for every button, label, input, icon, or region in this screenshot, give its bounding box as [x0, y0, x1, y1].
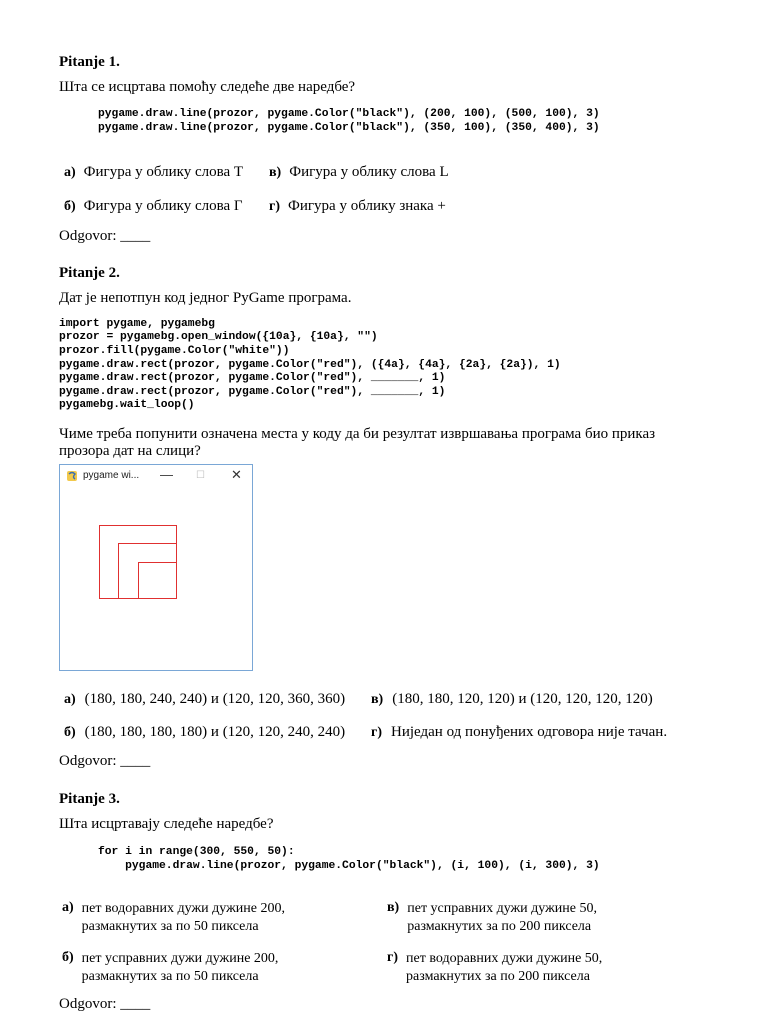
q2-code-line-4: pygame.draw.rect(prozor, pygame.Color("red"), ({4a}, {4a}, {2a}, {2a}), 1)	[59, 359, 561, 371]
option-text-line-2: размакнутих за по 200 пиксела	[407, 919, 592, 934]
q3-option-v	[387, 900, 597, 936]
q3-option-g	[387, 950, 602, 986]
q3-answer: Odgovor: ____	[59, 996, 151, 1012]
option-text: Фигура у облику слова Т	[83, 164, 244, 180]
pygame-window-image	[59, 464, 253, 671]
q1-answer: Odgovor: ____	[59, 228, 151, 244]
option-label: г)	[387, 950, 399, 965]
option-text: Фигура у облику слова L	[289, 164, 449, 180]
q1-question: Шта се исцртава помоћу следеће две наредбе?	[59, 79, 356, 95]
option-text-line-2: размакнутих за по 200 пиксела	[406, 969, 590, 984]
q1-option-a	[64, 163, 243, 181]
q2-code-line-7: pygamebg.wait_loop()	[59, 399, 195, 411]
q3-code-line-1: for i in range(300, 550, 50):	[98, 846, 295, 858]
pygame-snake-icon	[66, 470, 78, 482]
option-text: Ниједан од понуђених одговора није тачан.	[391, 724, 668, 740]
q2-intro: Дат је непотпун код једног PyGame програма.	[59, 290, 352, 306]
window-titlebar	[60, 465, 252, 488]
window-title: pygame wi...	[83, 470, 140, 481]
option-label: г)	[269, 199, 281, 214]
q2-code-line-3: prozor.fill(pygame.Color("white"))	[59, 345, 290, 357]
q2-option-v	[371, 690, 653, 708]
q3-option-a	[62, 900, 285, 936]
q2-code-line-1: import pygame, pygamebg	[59, 318, 215, 330]
option-label: в)	[387, 900, 400, 915]
option-text: (180, 180, 180, 180) и (120, 120, 240, 240)	[84, 724, 346, 740]
q2-question-line-2: прозора дат на слици?	[59, 443, 201, 459]
option-label: а)	[64, 692, 76, 707]
option-text-line-1: пет усправних дужи дужине 50,	[407, 901, 597, 916]
option-label: б)	[64, 199, 76, 214]
q3-question: Шта исцртавају следеће наредбе?	[59, 816, 274, 832]
q1-title: Pitanje 1.	[59, 54, 120, 70]
q2-option-g	[371, 723, 667, 741]
q2-code-line-5: pygame.draw.rect(prozor, pygame.Color("red"), _______, 1)	[59, 372, 446, 384]
maximize-icon: ☐	[196, 470, 205, 481]
option-label: г)	[371, 725, 383, 740]
option-text-line-2: размакнутих за по 50 пиксела	[81, 969, 259, 984]
q3-title: Pitanje 3.	[59, 791, 120, 807]
q1-code-line-1: pygame.draw.line(prozor, pygame.Color("black"), (200, 100), (500, 100), 3)	[98, 108, 600, 120]
option-text: (180, 180, 120, 120) и (120, 120, 120, 120)	[392, 691, 653, 707]
option-text-line-1: пет усправних дужи дужине 200,	[81, 951, 279, 966]
q3-option-b	[62, 950, 278, 986]
option-text: (180, 180, 240, 240) и (120, 120, 360, 360)	[84, 691, 346, 707]
q1-option-b	[64, 197, 243, 215]
option-label: а)	[62, 900, 74, 915]
option-label: б)	[64, 725, 76, 740]
option-text-line-2: размакнутих за по 50 пиксела	[81, 919, 259, 934]
option-label: в)	[269, 165, 282, 180]
option-label: б)	[62, 950, 74, 965]
q2-option-a	[64, 690, 345, 708]
q1-code-line-2: pygame.draw.line(prozor, pygame.Color("black"), (350, 100), (350, 400), 3)	[98, 122, 600, 134]
q2-title: Pitanje 2.	[59, 265, 120, 281]
q2-option-b	[64, 723, 345, 741]
option-text-line-1: пет водоравних дужи дужине 200,	[81, 901, 285, 916]
q2-answer: Odgovor: ____	[59, 753, 151, 769]
q2-question-line-1: Чиме треба попунити означена места у коду да би резултат извршавања програма био приказ	[59, 426, 656, 442]
q3-code-line-2: pygame.draw.line(prozor, pygame.Color("black"), (i, 100), (i, 300), 3)	[98, 860, 600, 872]
option-text: Фигура у облику знака +	[288, 198, 446, 214]
option-label: а)	[64, 165, 76, 180]
q2-code-line-2: prozor = pygamebg.open_window({10a}, {10a}, "")	[59, 331, 378, 343]
option-label: в)	[371, 692, 384, 707]
q2-code-line-6: pygame.draw.rect(prozor, pygame.Color("red"), _______, 1)	[59, 386, 446, 398]
option-text: Фигура у облику слова Г	[83, 198, 243, 214]
q1-option-g	[269, 197, 446, 215]
q1-option-v	[269, 163, 449, 181]
close-icon: ✕	[231, 467, 242, 482]
minimize-icon: —	[160, 467, 173, 482]
rect-inner	[138, 562, 177, 599]
option-text-line-1: пет водоравних дужи дужине 50,	[406, 951, 603, 966]
